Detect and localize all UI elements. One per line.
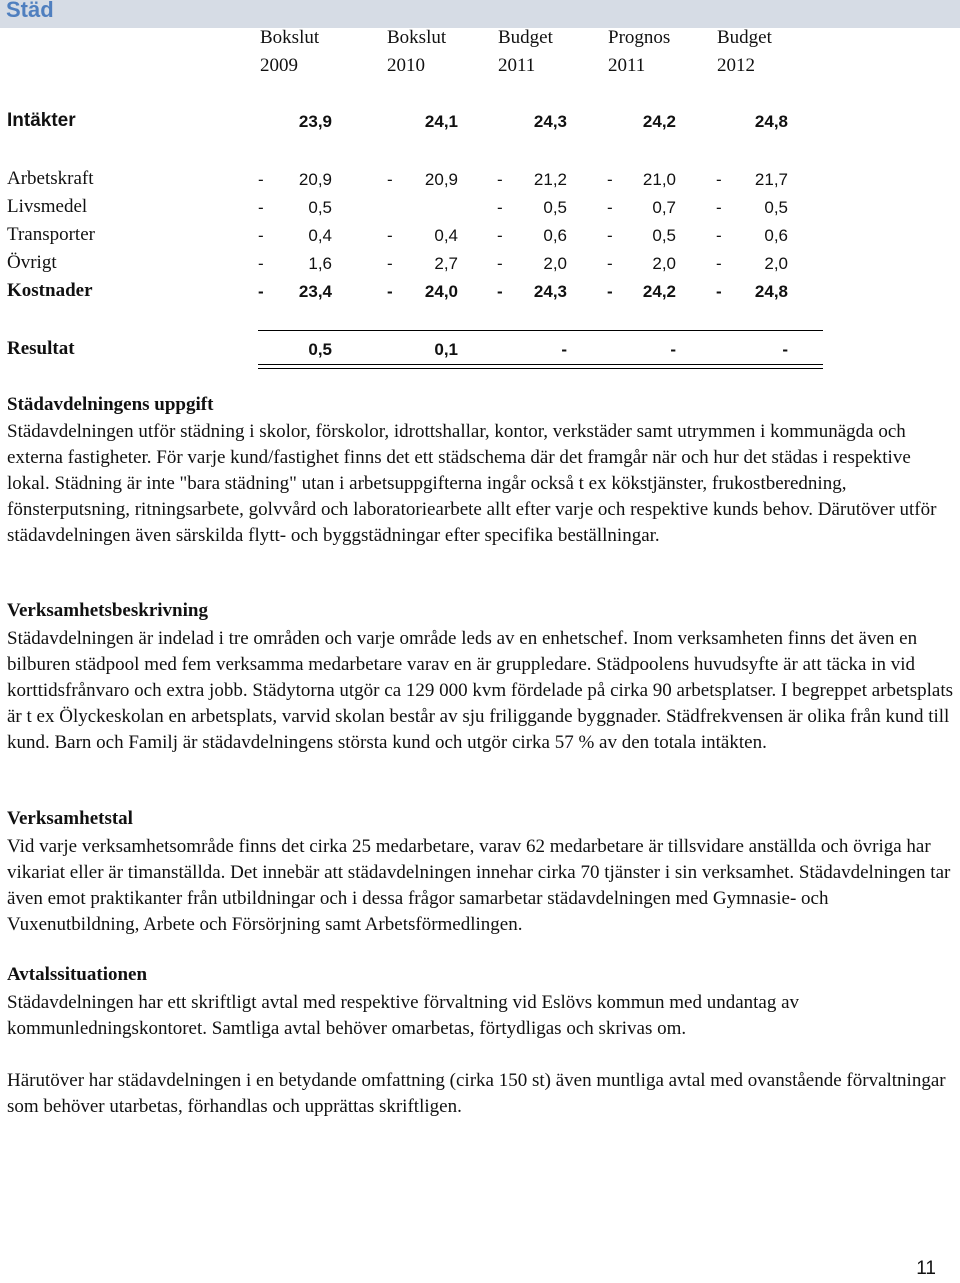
page-number: 11	[916, 1258, 936, 1279]
table-double-rule	[258, 364, 823, 369]
cell-value: 0,5	[543, 198, 567, 217]
row-label: Arbetskraft	[7, 168, 94, 189]
cell-sign: -	[258, 198, 264, 217]
cell-value: 20,9	[424, 170, 458, 189]
row-label: Resultat	[7, 338, 75, 359]
cell-value: 24,8	[754, 282, 788, 301]
cell-value: 0,7	[652, 198, 676, 217]
cell-value: -	[782, 340, 788, 359]
section-heading: Verksamhetsbeskrivning	[7, 600, 208, 621]
cell-value: -	[670, 340, 676, 359]
page-title: Städ	[6, 0, 54, 22]
cell-sign: -	[716, 282, 722, 301]
column-header: Budget 2012	[717, 27, 772, 76]
cell-sign: -	[607, 254, 613, 273]
section-paragraph: Städavdelningen är indelad i tre områden och varje område leds av en enhetschef. Inom verksamheten finns det även en bilburen städpool med fem verksamma medarbetare varav en är gruppledare. Städpoolens huvudsyfte är att täcka in vid korttidsfrånvaro och extra jobb. Städytorna utgör ca 129 000 kvm fördelade på cirka 90 arbetsplatser. I begreppet arbetsplats är t ex Ölyckeskolan en arbetsplats, varvid skolan består av sju friliggande byggnader. Städfrekvensen är olika från kund till kund. Barn och Familj är städavdelningens största kund och utgör cirka 57 % av den totala intäkten.	[7, 628, 953, 753]
cell-sign: -	[607, 170, 613, 189]
cell-sign: -	[258, 254, 264, 273]
cell-sign: -	[716, 254, 722, 273]
cell-sign: -	[387, 226, 393, 245]
section-paragraph: Härutöver har städavdelningen i en betydande omfattning (cirka 150 st) även muntliga avtal med ovanstående förvaltningar som behöver utarbetas, förhandlas och upprättas skriftligen.	[7, 1070, 946, 1117]
section-paragraph: Städavdelningen har ett skriftligt avtal med respektive förvaltning vid Eslövs kommun med undantag av kommunledningskontoret. Samtliga avtal behöver omarbetas, förtydligas och skrivas om.	[7, 992, 800, 1039]
section-heading: Avtalssituationen	[7, 964, 148, 985]
cell-value: 20,9	[298, 170, 332, 189]
row-label: Kostnader	[7, 280, 93, 301]
table-rule	[258, 330, 823, 331]
cell-value: 21,2	[533, 170, 567, 189]
cell-value: 21,7	[754, 170, 788, 189]
cell-value: 0,4	[434, 226, 458, 245]
cell-value: 0,4	[308, 226, 332, 245]
cell-value: 0,5	[652, 226, 676, 245]
cell-value: 24,2	[642, 112, 676, 131]
title-bar	[0, 0, 960, 28]
cell-value: 2,0	[543, 254, 567, 273]
row-label: Transporter	[7, 224, 95, 245]
cell-value: 24,2	[642, 282, 676, 301]
cell-value: 0,5	[308, 198, 332, 217]
cell-value: 2,0	[652, 254, 676, 273]
column-header: Bokslut 2010	[387, 27, 447, 76]
section-heading: Städavdelningens uppgift	[7, 394, 214, 415]
cell-sign: -	[387, 254, 393, 273]
cell-value: -	[561, 340, 567, 359]
cell-value: 0,5	[308, 340, 332, 359]
cell-value: 0,5	[764, 198, 788, 217]
cell-value: 24,0	[424, 282, 458, 301]
cell-sign: -	[497, 282, 503, 301]
cell-sign: -	[716, 226, 722, 245]
cell-value: 2,0	[764, 254, 788, 273]
cell-value: 0,1	[434, 340, 458, 359]
cell-sign: -	[607, 282, 613, 301]
cell-value: 23,9	[298, 112, 332, 131]
cell-value: 0,6	[764, 226, 788, 245]
cell-sign: -	[497, 170, 503, 189]
column-header: Bokslut 2009	[260, 27, 320, 76]
cell-value: 24,3	[533, 282, 567, 301]
cell-sign: -	[258, 226, 264, 245]
cell-sign: -	[607, 198, 613, 217]
cell-value: 0,6	[543, 226, 567, 245]
cell-sign: -	[258, 282, 264, 301]
cell-sign: -	[607, 226, 613, 245]
row-label: Livsmedel	[7, 196, 88, 217]
section-paragraph: Vid varje verksamhetsområde finns det cirka 25 medarbetare, varav 62 medarbetare är tillsvidare anställda och övriga har vikariat eller är timanställda. Det innebär att städavdelningen innehar cirka 70 tjänster i sin verksamhet. Städavdelningen tar även emot praktikanter från utbildningar och i dessa frågor samarbetar städavdelningen med Gymnasie- och Vuxenutbildning, Arbete och Försörjning samt Arbetsförmedlingen.	[7, 836, 951, 935]
cell-value: 24,8	[754, 112, 788, 131]
cell-sign: -	[716, 170, 722, 189]
cell-value: 23,4	[298, 282, 332, 301]
cell-sign: -	[497, 226, 503, 245]
column-header: Budget 2011	[498, 27, 553, 76]
cell-value: 2,7	[434, 254, 458, 273]
section-heading: Verksamhetstal	[7, 808, 133, 829]
cell-sign: -	[497, 254, 503, 273]
cell-sign: -	[497, 198, 503, 217]
section-paragraph: Städavdelningen utför städning i skolor, förskolor, idrottshallar, kontor, verkstäder samt utrymmen i kommunägda och externa fastigheter. För varje kund/fastighet finns det ett städschema där det framgår när och hur det städas i respektive lokal. Städning är inte "bara städning" utan i arbetsuppgifterna ingår också t ex kökstjänster, frukostberedning, fönsterputsning, ritningsarbete, golvvård och laboratoriearbete allt efter varje och respektive kunds behov. Därutöver utför städavdelningen även särskilda flytt- och byggstädningar efter specifika beställningar.	[7, 421, 937, 546]
cell-sign: -	[387, 282, 393, 301]
cell-value: 1,6	[308, 254, 332, 273]
cell-value: 21,0	[642, 170, 676, 189]
cell-sign: -	[716, 198, 722, 217]
cell-value: 24,3	[533, 112, 567, 131]
cell-sign: -	[258, 170, 264, 189]
column-header: Prognos 2011	[608, 27, 671, 76]
row-label: Intäkter	[7, 110, 76, 131]
cell-value: 24,1	[424, 112, 458, 131]
cell-sign: -	[387, 170, 393, 189]
row-label: Övrigt	[7, 252, 57, 273]
